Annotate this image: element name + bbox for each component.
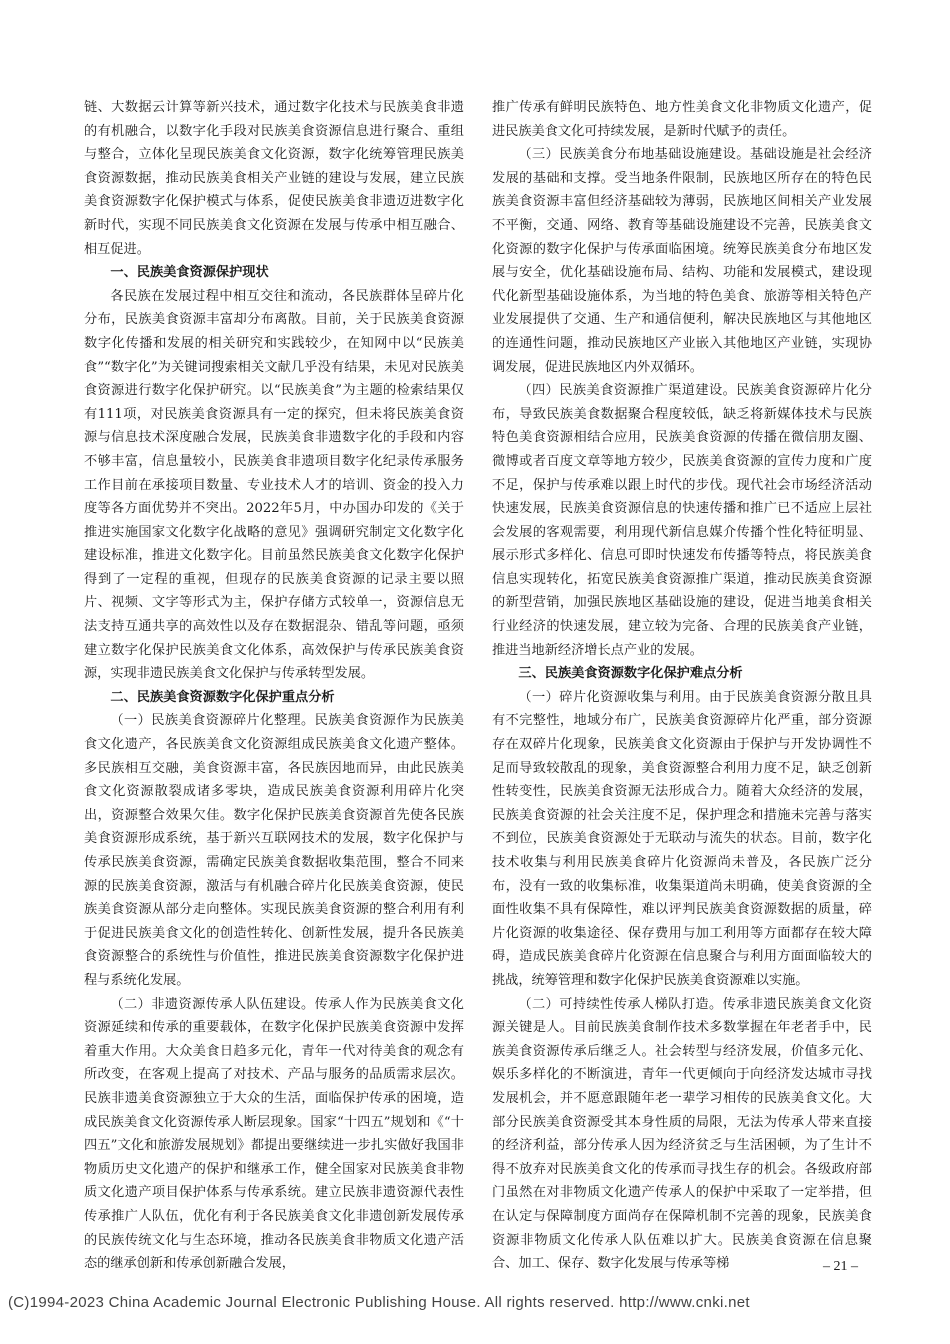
article-page bbox=[84, 96, 872, 1272]
section-heading: 一、民族美食资源保护现状 bbox=[110, 265, 269, 281]
copyright-footer: (C)1994-2023 China Academic Journal Electronic Publishing House. All rights reserved. http://www.cnki.net bbox=[8, 1294, 750, 1311]
section-heading: 二、民族美食资源数字化保护重点分析 bbox=[110, 689, 335, 705]
paragraph: （三）民族美食分布地基础设施建设。基础设施是社会经济发展的基础和支撑。受当地条件限制，民族地区所存在的特色民族美食资源丰富但经济基础较为薄弱，民族地区间相关产业发展不平衡，交通、网络、教育等基础设施建设不完善，民族美食文化资源的数字化保护与传承面临困境。统筹民族美食分布地区发展与安全，优化基础设施布局、结构、功能和发展模式，建设现代化新型基础设施体系，为当地的特色美食、旅游等相关特色产业发展提供了交通、生产和通信便利，解决民族地区与其他地区的连通性问题，推动民族地区产业嵌入其他地区产业链，实现协调发展，促进民族地区内外双循环。 bbox=[492, 147, 872, 375]
left-column bbox=[84, 96, 464, 1276]
paragraph: （一）民族美食资源碎片化整理。民族美食资源作为民族美食文化遗产，各民族美食文化资源组成民族美食文化遗产整体。多民族相互交融，美食资源丰富，各民族因地而异，由此民族美食文化资源散裂成诸多零块，造成民族美食资源利用碎片化突出，资源整合效果欠佳。数字化保护民族美食资源首先使各民族美食资源形成系统，基于新兴互联网技术的发展，数字化保护与传承民族美食资源，需确定民族美食数据收集范围，整合不同来源的民族美食资源，激活与有机融合碎片化民族美食资源，使民族美食资源从部分走向整体。实现民族美食资源的整合利用有利于促进民族美食文化的创造性转化、创新性发展，提升各民族美食资源整合的系统性与价值性，推进民族美食资源数字化保护进程与系统化发展。 bbox=[84, 713, 464, 988]
paragraph: 各民族在发展过程中相互交往和流动，各民族群体呈碎片化分布，民族美食资源丰富却分布离散。目前，关于民族美食资源数字化传播和发展的相关研究和实践较少，在知网中以“民族美食”“数字化”为关键词搜索相关文献几乎没有结果，未见对民族美食资源进行数字化保护研究。以“民族美食”为主题的检索结果仅有111项，对民族美食资源具有一定的探究，但未将民族美食资源与信息技术深度融合发展，民族美食非遗数字化的手段和内容不够丰富，信息量较小，民族美食非遗项目数字化纪录传承服务工作目前在承接项目数量、专业技术人才的培训、资金的投入力度等各方面优势并不突出。2022年5月，中办国办印发的《关于推进实施国家文化数字化战略的意见》强调研究制定文化数字化建设标准，推进文化数字化。目前虽然民族美食文化数字化保护得到了一定程的重视，但现存的民族美食资源的记录主要以照片、视频、文字等形式为主，保护存储方式较单一，资源信息无法支持互通共享的高效性以及存在数据混杂、错乱等问题，亟须建立数字化保护民族美食文化体系，高效保护与传承民族美食资源，实现非遗民族美食文化保护与传承转型发展。 bbox=[84, 288, 464, 682]
section-heading: 三、民族美食资源数字化保护难点分析 bbox=[518, 666, 743, 682]
paragraph: （四）民族美食资源推广渠道建设。民族美食资源碎片化分布，导致民族美食数据聚合程度较低，缺乏将新媒体技术与民族特色美食资源相结合应用，民族美食资源的传播在微信朋友圈、微博或者百度文章等地方较少，民族美食资源的宣传力度和广度不足，保护与传承难以跟上时代的步伐。现代社会市场经济活动快速发展，民族美食资源信息的快速传播和推广已不适应上层社会发展的客观需要，利用现代新信息媒介传播个性化特征明显、展示形式多样化、信息可即时快速发布传播等特点，将民族美食信息实现转化，拓宽民族美食资源推广渠道，推动民族美食资源的新型营销，加强民族地区基础设施的建设，促进当地美食相关行业经济的快速发展，建立较为完备、合理的民族美食产业链，推进当地新经济增长点产业的发展。 bbox=[492, 383, 872, 658]
paragraph: （一）碎片化资源收集与利用。由于民族美食资源分散且具有不完整性，地域分布广，民族美食资源碎片化严重，部分资源存在双碎片化现象，民族美食文化资源由于保护与开发协调性不足而导致较散乱的现象，美食资源整合利用力度不足，缺乏创新性转变性，民族美食资源无法形成合力。随着大众经济的发展，民族美食资源的社会关注度不足，保护理念和措施未完善与落实不到位，民族美食资源处于无联动与流失的状态。目前，数字化技术收集与利用民族美食碎片化资源尚未普及，各民族广泛分布，没有一致的收集标准，收集渠道尚未明确，使美食资源的全面性收集不具有保障性，难以评判民族美食资源数据的质量，碎片化资源的收集途径、保存费用与加工利用等方面都存在较大障碍，造成民族美食碎片化资源在信息聚合与利用方面面临较大的挑战，统筹管理和数字化保护民族美食资源难以实施。 bbox=[492, 689, 872, 988]
paragraph: 链、大数据云计算等新兴技术，通过数字化技术与民族美食非遗的有机融合，以数字化手段对民族美食资源信息进行聚合、重组与整合，立体化呈现民族美食文化资源，数字化统筹管理民族美食资源数据，推动民族美食相关产业链的建设与发展，建立民族美食资源数字化保护模式与体系，促使民族美食非遗迈进数字化新时代，实现不同民族美食文化资源在发展与传承中相互融合、相互促进。 bbox=[84, 100, 464, 257]
paragraph: 推广传承有鲜明民族特色、地方性美食文化非物质文化遗产，促进民族美食文化可持续发展，是新时代赋予的责任。 bbox=[492, 100, 872, 139]
right-column bbox=[492, 96, 872, 1276]
paragraph: （二）可持续性传承人梯队打造。传承非遗民族美食文化资源关键是人。目前民族美食制作技术多数掌握在年老者手中，民族美食资源传承后继乏人。社会转型与经济发展，价值多元化、娱乐多样化的不断演进，青年一代更倾向于向经济发达城市寻找发展机会，并不愿意跟随年老一辈学习相传的民族美食文化。大部分民族美食资源受其本身性质的局限，无法为传承人带来直接的经济利益，部分传承人因为经济贫乏与生活困顿，为了生计不得不放弃对民族美食文化的传承而寻找生存的机会。各级政府部门虽然在对非物质文化遗产传承人的保护中采取了一定举措，但在认定与保障制度方面尚存在保障机制不完善的现象，民族美食资源非物质文化传承人队伍难以扩大。民族美食资源在信息聚合、加工、保存、数字化发展与传承等梯 bbox=[492, 996, 872, 1272]
paragraph: （二）非遗资源传承人队伍建设。传承人作为民族美食文化资源延续和传承的重要载体，在数字化保护民族美食资源中发挥着重大作用。大众美食日趋多元化，青年一代对待美食的观念有所改变，在客观上提高了对技术、产品与服务的品质需求层次。民族非遗美食资源独立于大众的生活，面临保护传承的困境，造成民族美食文化资源传承人断层现象。国家“十四五”规划和《“十四五”文化和旅游发展规划》都提出要继续进一步扎实做好我国非物质历史文化遗产的保护和继承工作，健全国家对民族美食非物质文化遗产项目保护体系与传承系统。建立民族非遗资源代表性传承推广人队伍，优化有利于各民族美食文化非遗创新发展传承的民族传统文化与生态环境，推动各民族美食非物质文化遗产活态的继承创新和传承创新融合发展， bbox=[84, 996, 464, 1272]
page-number: – 21 – bbox=[823, 1259, 858, 1274]
